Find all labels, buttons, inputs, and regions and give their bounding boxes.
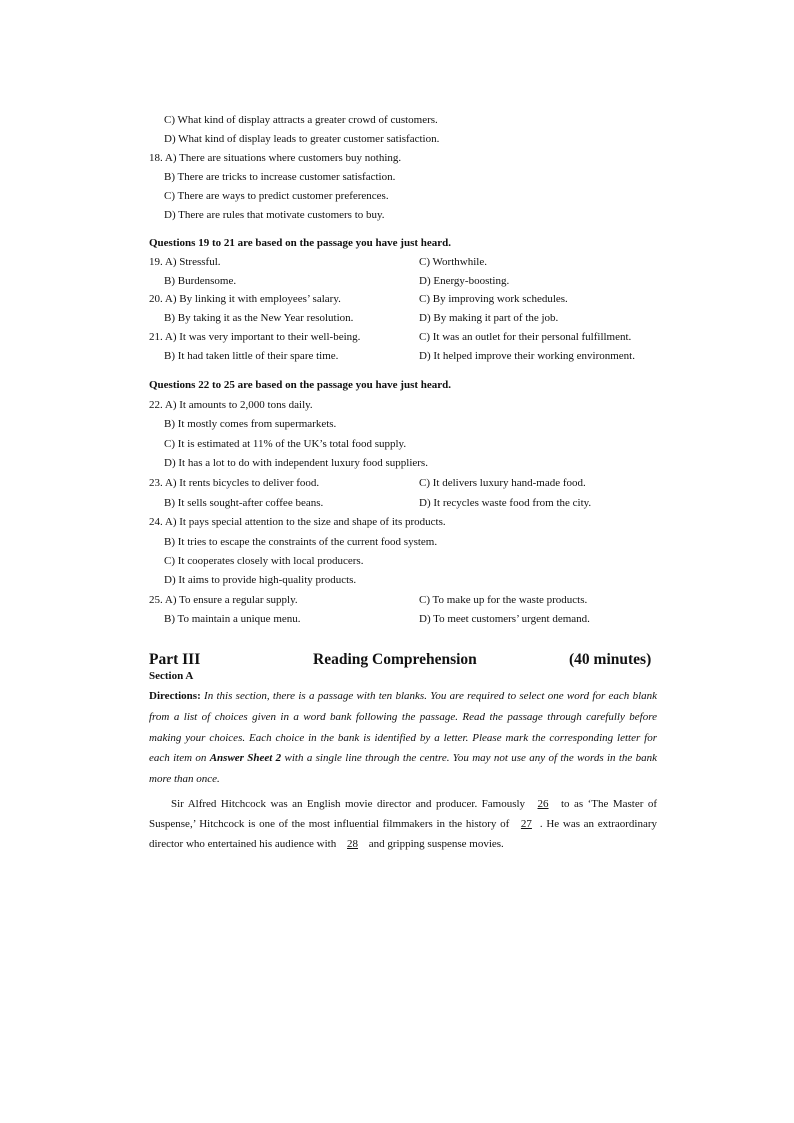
q22-option-b: B) It mostly comes from supermarkets.	[164, 418, 337, 430]
directions-paragraph	[149, 686, 657, 790]
passage-text-4: and gripping suspense movies.	[368, 838, 504, 850]
q23-option-a: 23. A) It rents bicycles to deliver food.	[149, 477, 320, 489]
blank-27: 27	[520, 818, 532, 830]
q20-option-d: D) By making it part of the job.	[419, 312, 559, 324]
q19-option-d: D) Energy-boosting.	[419, 275, 510, 287]
q22-option-d: D) It has a lot to do with independent luxury food suppliers.	[164, 457, 428, 469]
blank-26: 26	[537, 798, 549, 810]
q21-option-a: 21. A) It was very important to their well-being.	[149, 331, 361, 343]
q18-option-b: B) There are tricks to increase customer satisfaction.	[164, 171, 396, 183]
q20-option-b: B) By taking it as the New Year resolution.	[164, 312, 354, 324]
q24-option-a: 24. A) It pays special attention to the size and shape of its products.	[149, 516, 446, 528]
q18-option-d: D) There are rules that motivate customers to buy.	[164, 209, 385, 221]
q17-option-c: C) What kind of display attracts a greater crowd of customers.	[164, 114, 438, 126]
q25-option-a: 25. A) To ensure a regular supply.	[149, 594, 298, 606]
passage-paragraph	[149, 794, 657, 854]
passage-text-1: Sir Alfred Hitchcock was an English movie director and producer. Famously	[171, 798, 526, 810]
q19-option-c: C) Worthwhile.	[419, 256, 487, 268]
q25-option-d: D) To meet customers’ urgent demand.	[419, 613, 590, 625]
q22-option-c: C) It is estimated at 11% of the UK’s total food supply.	[164, 438, 407, 450]
q19-option-b: B) Burdensome.	[164, 275, 237, 287]
group-heading-22-25: Questions 22 to 25 are based on the passage you have just heard.	[149, 379, 452, 391]
directions-emphasis: Answer Sheet 2	[209, 752, 282, 765]
q25-option-b: B) To maintain a unique menu.	[164, 613, 301, 625]
blank-28: 28	[347, 838, 358, 850]
part-title: Reading Comprehension	[313, 651, 477, 668]
q25-option-c: C) To make up for the waste products.	[419, 594, 588, 606]
q18-option-a: 18. A) There are situations where customers buy nothing.	[149, 152, 402, 164]
directions-label: Directions:	[149, 690, 201, 702]
q21-option-b: B) It had taken little of their spare time.	[164, 350, 339, 362]
q20-option-a: 20. A) By linking it with employees’ salary.	[149, 293, 341, 305]
q21-option-d: D) It helped improve their working environment.	[419, 350, 635, 362]
directions-text-2: with a single line through the centre. You may not use any of the words in the bank more than once.	[149, 752, 658, 786]
part-time: (40 minutes)	[569, 651, 652, 668]
q18-option-c: C) There are ways to predict customer preferences.	[164, 190, 389, 202]
part-label: Part III	[149, 651, 201, 668]
passage-text-2: to as ‘The Master of Suspense,’ Hitchcock is one of the most influential filmmakers in the history of	[149, 798, 658, 830]
group-heading-19-21: Questions 19 to 21 are based on the passage you have just heard.	[149, 237, 452, 249]
q19-option-a: 19. A) Stressful.	[149, 256, 221, 268]
q23-option-b: B) It sells sought-after coffee beans.	[164, 497, 324, 509]
q24-option-b: B) It tries to escape the constraints of the current food system.	[164, 536, 438, 548]
q21-option-c: C) It was an outlet for their personal fulfillment.	[419, 331, 632, 343]
q23-option-c: C) It delivers luxury hand-made food.	[419, 477, 586, 489]
q24-option-c: C) It cooperates closely with local producers.	[164, 555, 364, 567]
section-label: Section A	[149, 670, 194, 682]
q24-option-d: D) It aims to provide high-quality products.	[164, 574, 357, 586]
q23-option-d: D) It recycles waste food from the city.	[419, 497, 592, 509]
q17-option-d: D) What kind of display leads to greater customer satisfaction.	[164, 133, 440, 145]
passage-text-3: . He was an extraordinary director who entertained his audience with	[149, 818, 657, 850]
directions-text-1: In this section, there is a passage with ten blanks. You are required to select one word for each blank from a list of choices given in a word bank following the passage. Read the passage through carefully before making your choices. Each choice in the bank is identified by a letter. Please mark the corresponding letter for each item on	[149, 690, 658, 765]
q22-option-a: 22. A) It amounts to 2,000 tons daily.	[149, 399, 313, 411]
q20-option-c: C) By improving work schedules.	[419, 293, 568, 305]
